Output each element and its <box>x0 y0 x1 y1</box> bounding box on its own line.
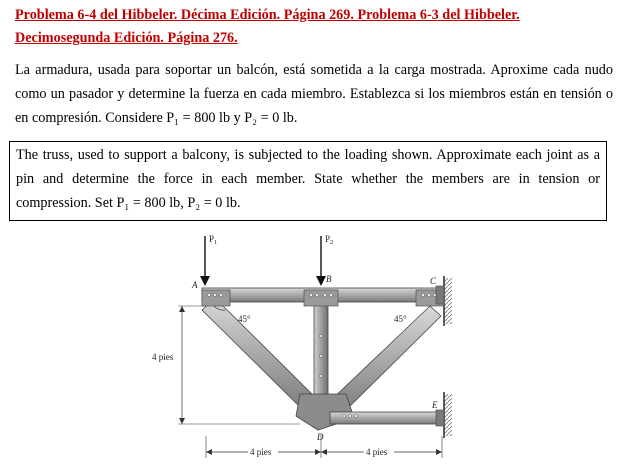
truss-members <box>202 286 444 430</box>
node-b-label: B <box>326 274 332 284</box>
svg-text:4 pies: 4 pies <box>152 352 174 362</box>
angle-right-label: 45° <box>394 314 407 324</box>
title-line-2: Decimosegunda Edición. Página 276. <box>15 30 238 46</box>
angle-left-label: 45° <box>238 314 251 324</box>
svg-text:P1: $P_1$ <box>209 234 218 246</box>
gusset-a <box>202 290 230 306</box>
spanish-statement: La armadura, usada para soportar un balcón, está sometida a la carga mostrada. Aproxime cada nudo como un pasador y determine la fuerza en cada miembro. Establezca si los miembros están en tensión o en compresión. Considere P₁ = 800 lb y P₂ = 0 lb. <box>15 62 613 126</box>
node-a-label: A <box>192 280 198 290</box>
member-de <box>330 412 442 424</box>
svg-text:4 pies: 4 pies <box>250 447 272 457</box>
wall-support <box>444 276 452 438</box>
width-dimensions <box>206 434 442 458</box>
node-e-label: E <box>432 400 438 410</box>
english-statement-box <box>9 141 607 221</box>
node-c-label: C <box>430 276 437 286</box>
title-line-1: Problema 6-4 del Hibbeler. Décima Edición. Página 269. Problema 6-3 del Hibbeler. <box>15 7 520 23</box>
english-statement: The truss, used to support a balcony, is subjected to the loading shown. Approximate each joint as a pin and determine the force in each member. State whether the members are in tension or compression. Set P₁ = 800 lb, P₂ = 0 lb. <box>16 147 600 211</box>
problem-title <box>15 4 613 50</box>
svg-text:4 pies: 4 pies <box>366 447 388 457</box>
node-d-label: D <box>317 432 324 442</box>
truss-figure <box>0 226 625 466</box>
svg-text:P2: $P_2$ <box>325 234 334 246</box>
load-p1 <box>200 234 217 286</box>
gusset-b <box>304 290 338 306</box>
